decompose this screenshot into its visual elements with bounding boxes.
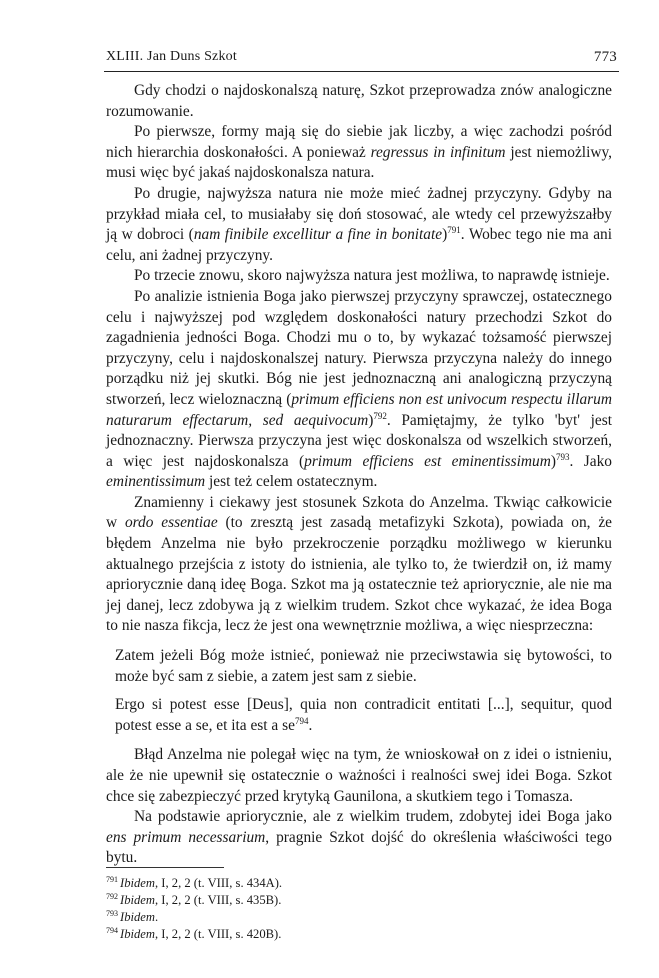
header-rule xyxy=(104,71,619,72)
latin-phrase: primum efficiens non est univocum respectu illarum naturarum effectarum, sed aequivocum xyxy=(106,390,612,429)
paragraph-7: Błąd Anzelma nie polegał więc na tym, że wnioskował on z idei o istnieniu, ale że nie upewnił się ostatecznie o ważności i realności swej idei Boga. Szkot chce się zabezpieczyć przed krytyką Gaunilona, a skutkiem tego i Tomasza. xyxy=(106,746,612,805)
latin-phrase: nam finibile excellitur a fine in bonitate xyxy=(193,226,443,244)
running-header xyxy=(106,49,617,69)
block-quote xyxy=(106,646,612,736)
latin-phrase: regressus in infinitum xyxy=(370,143,506,161)
paragraph-5: Po analizie istnienia Boga jako pierwszej przyczyny sprawczej, ostatecznego celu i najwyższej pod względem doskonałości natury przechodzi Szkot do zagadnienia jedności Boga. Chodzi mu o to, by wykazać tożsamość pierwszej przyczyny, celu i najdoskonalszej natury. Pierwsza przyczyna należy do innego porządku niż jej skutki. Bóg nie jest jednoznaczną ani analogiczną przyczyną stworzeń, lecz wieloznaczną (primum efficiens non est univocum respectu illarum naturarum effectarum, sed aequivocum)$^{792}$. Pamiętajmy, że tylko 'byt' jest jednoznaczny. Pierwsza przyczyna jest więc doskonalsza od wszelkich stworzeń, a więc jest najdoskonalsza (primum efficiens est eminentissimum)$^{793}$. Jako eminentissimum jest też celem ostatecznym. xyxy=(106,287,612,491)
paragraph-4: Po trzecie znowu, skoro najwyższa natura jest możliwa, to naprawdę istnieje. xyxy=(134,267,610,285)
footnote-ref: 793 xyxy=(556,451,570,462)
page-number: 773 xyxy=(593,49,617,65)
footnote: $^{794}$ Ibidem, I, 2, 2 (t. VIII, s. 420B). xyxy=(106,926,282,941)
footnote: $^{792}$ Ibidem, I, 2, 2 (t. VIII, s. 435B). xyxy=(106,892,282,907)
paragraph-3: Po drugie, najwyższa natura nie może mieć żadnej przyczyny. Gdyby na przykład miała cel, to musiałaby się doń stosować, ale wtedy cel przewyższałby ją w dobroci (nam finibile excellitur a fine in bonitate)$^{791}$. Wobec tego nie ma ani celu, ani żadnej przyczyny. xyxy=(106,184,612,264)
footnote-rule xyxy=(106,867,224,868)
paragraph-8: Na podstawie apriorycznie, ale z wielkim trudem, zdobytej idei Boga jako ens primum necessarium, pragnie Szkot dojść do określenia właściwości tego bytu. xyxy=(106,808,612,867)
latin-phrase: eminentissimum xyxy=(106,473,206,491)
footnotes xyxy=(106,875,526,943)
footnote: $^{791}$ Ibidem, I, 2, 2 (t. VIII, s. 434A). xyxy=(106,875,283,890)
footnote-ref: 791 xyxy=(447,225,461,236)
paragraph-2: Po pierwsze, formy mają się do siebie jak liczby, a więc zachodzi pośród nich hierarchia doskonałości. A ponieważ regressus in infinitum jest niemożliwy, musi więc być jakaś najdoskonalsza natura. xyxy=(106,123,613,182)
latin-phrase: ens primum necessarium xyxy=(106,828,266,846)
quote-polish: Zatem jeżeli Bóg może istnieć, ponieważ nie przeciwstawia się bytowości, to może być sam z siebie, a zatem jest sam z siebie. xyxy=(115,647,612,685)
latin-phrase: ordo essentiae xyxy=(124,514,218,532)
footnote-ref: 794 xyxy=(294,715,309,726)
paragraph-1: Gdy chodzi o najdoskonalszą naturę, Szkot przeprowadza znów analogiczne rozumowanie. xyxy=(106,82,612,120)
running-title: XLIII. Jan Duns Szkot xyxy=(106,49,237,64)
footnote: $^{793}$ Ibidem. xyxy=(106,909,159,924)
footnote-ref: 792 xyxy=(373,410,387,421)
paragraph-6: Znamienny i ciekawy jest stosunek Szkota do Anzelma. Tkwiąc całkowicie w ordo essentiae (to zresztą jest zasadą metafizyki Szkota), powiada on, że błędem Anzelma nie było przekroczenie porządku możliwego w kierunku aktualnego przejścia z istoty do istnienia, ale tylko to, że twierdził on, iż mamy apriorycznie daną ideę Boga. Szkot ma ją ostatecznie też apriorycznie, ale nie ma jej danej, lecz zdobywa ją z wielkim trudem. Szkot chce wykazać, że idea Boga to nie nasza fikcja, lecz że jest ona wewnętrznie możliwa, a więc niesprzeczna: xyxy=(106,493,612,635)
latin-phrase: primum efficiens est eminentissimum xyxy=(304,452,551,470)
main-text xyxy=(106,81,612,869)
quote-latin: Ergo si potest esse [Deus], quia non contradicit entitati [...], sequitur, quod potest esse a se, et ita est a $se^{794}$. xyxy=(115,696,612,734)
